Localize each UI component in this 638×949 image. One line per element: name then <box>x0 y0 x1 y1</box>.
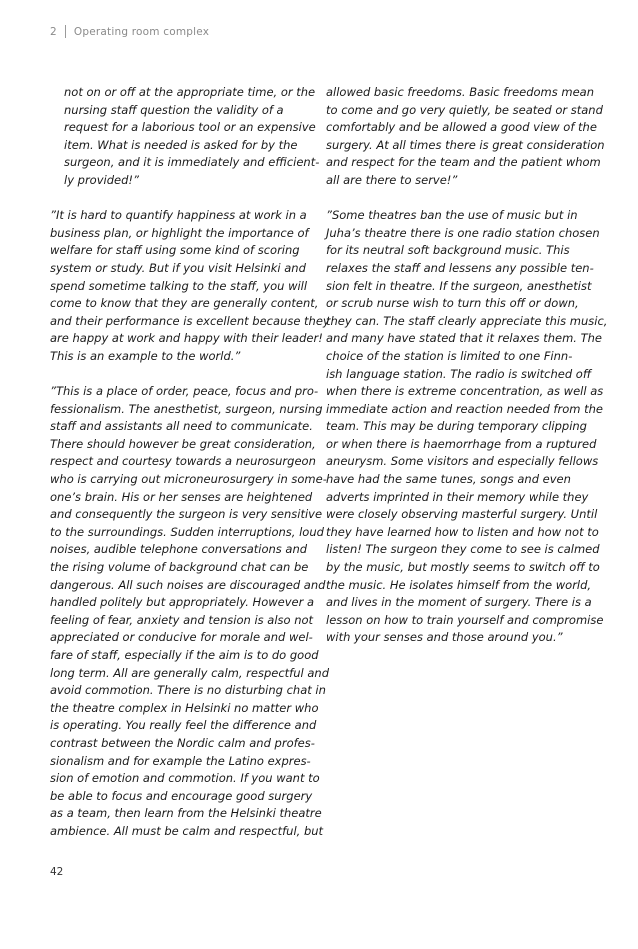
text-line: have had the same tunes, songs and even <box>326 472 571 487</box>
text-line: and their performance is excellent because they <box>50 313 330 328</box>
text-line: listen! The surgeon they come to see is calmed <box>326 542 600 557</box>
text-line: contrast between the Nordic calm and profes- <box>50 735 315 750</box>
chapter-number: 2 <box>50 25 57 38</box>
text-line: immediate action and reaction needed from the <box>326 401 603 416</box>
text-line: team. This may be during temporary clipping <box>326 419 587 434</box>
text-line: ly provided!” <box>64 172 139 187</box>
text-line: as a team, then learn from the Helsinki theatre <box>50 806 322 821</box>
text-line: and lives in the moment of surgery. There is a <box>326 595 592 610</box>
text-line: allowed basic freedoms. Basic freedoms mean <box>326 85 595 99</box>
chapter-title: Operating room complex <box>73 25 210 38</box>
text-line: choice of the station is limited to one Finn- <box>326 348 573 363</box>
running-header <box>50 25 209 38</box>
text-line: business plan, or highlight the importance of <box>50 225 309 240</box>
text-line: noises, audible telephone conversations and <box>50 542 308 557</box>
text-line: sionalism and for example the Latino expres- <box>50 753 311 768</box>
text-line: were closely observing masterful surgery. Until <box>326 507 598 522</box>
text-line: fare of staff, especially if the aim is to do good <box>50 648 319 662</box>
text-line: not on or off at the appropriate time, or the <box>64 85 316 99</box>
text-line: This is an example to the world.” <box>50 348 241 363</box>
text-line: comfortably and be allowed a good view of the <box>326 120 597 135</box>
text-line: ish language station. The radio is switched off <box>326 366 592 381</box>
text-line: surgeon, and it is immediately and efficient- <box>64 155 320 170</box>
paragraph <box>50 383 329 840</box>
text-line: surgery. At all times there is great consideration <box>326 137 605 152</box>
text-line: avoid commotion. There is no disturbing chat in <box>50 683 326 698</box>
text-line: and many have stated that it relaxes them. The <box>326 331 602 346</box>
text-line: for its neutral soft background music. This <box>326 243 570 258</box>
text-line: all are there to serve!” <box>326 172 458 187</box>
text-line: to come and go very quietly, be seated or stand <box>326 102 603 117</box>
text-line: ”This is a place of order, peace, focus and pro- <box>50 384 319 399</box>
text-line: relaxes the staff and lessens any possible ten- <box>326 260 594 275</box>
text-line: request for a laborious tool or an expensive <box>64 120 316 135</box>
text-line: ”It is hard to quantify happiness at work in a <box>50 208 307 223</box>
text-line: appreciated or conducive for morale and wel- <box>50 630 313 645</box>
text-line: when there is extreme concentration, as well as <box>326 384 604 399</box>
text-line: ambience. All must be calm and respectful, but <box>50 823 324 838</box>
text-line: welfare for staff using some kind of scoring <box>50 243 300 258</box>
text-line: come to know that they are generally content, <box>50 296 319 311</box>
text-line: or when there is haemorrhage from a ruptured <box>326 436 597 451</box>
text-line: nursing staff question the validity of a <box>64 102 284 117</box>
text-line: lesson on how to train yourself and compromise <box>326 612 604 627</box>
text-line: the rising volume of background chat can be <box>50 560 309 575</box>
page-number: 42 <box>50 866 64 878</box>
text-line: ”Some theatres ban the use of music but in <box>326 208 578 223</box>
text-line: is operating. You really feel the difference and <box>50 718 317 733</box>
text-line: or scrub nurse wish to turn this off or down, <box>326 296 579 311</box>
text-line: respect and courtesy towards a neurosurgeon <box>50 454 316 469</box>
text-line: dangerous. All such noises are discouraged and <box>50 577 326 592</box>
text-line: are happy at work and happy with their leader! <box>50 331 323 346</box>
paragraph <box>50 84 318 190</box>
text-line: the theatre complex in Helsinki no matter who <box>50 700 319 715</box>
text-line: aneurysm. Some visitors and especially fellows <box>326 454 599 469</box>
text-line: one’s brain. His or her senses are heightened <box>50 489 313 504</box>
text-line: fessionalism. The anesthetist, surgeon, nursing <box>50 401 323 416</box>
paragraph <box>326 84 605 190</box>
text-line: who is carrying out microneurosurgery in some- <box>50 472 327 487</box>
text-line: sion of emotion and commotion. If you want to <box>50 771 320 786</box>
text-line: item. What is needed is asked for by the <box>64 137 298 152</box>
text-line: the music. He isolates himself from the world, <box>326 577 592 592</box>
left-text-column <box>50 84 330 858</box>
text-line: they have learned how to listen and how not to <box>326 524 599 539</box>
text-line: spend sometime talking to the staff, you will <box>50 278 308 293</box>
text-line: Juha’s theatre there is one radio station chosen <box>326 225 600 240</box>
text-line: sion felt in theatre. If the surgeon, anesthetist <box>326 278 592 293</box>
text-line: handled politely but appropriately. However a <box>50 595 315 610</box>
text-line: they can. The staff clearly appreciate this music, <box>326 313 608 328</box>
text-line: be able to focus and encourage good surgery <box>50 788 313 803</box>
text-line: system or study. But if you visit Helsinki and <box>50 260 306 275</box>
text-line: and respect for the team and the patient whom <box>326 155 601 170</box>
text-line: by the music, but mostly seems to switch off to <box>326 560 600 575</box>
text-line: long term. All are generally calm, respectful and <box>50 665 329 680</box>
paragraph <box>326 207 608 647</box>
text-line: to the surroundings. Sudden interruptions, loud <box>50 524 324 539</box>
header-divider <box>65 25 66 38</box>
right-text-column <box>326 84 608 665</box>
text-line: adverts imprinted in their memory while they <box>326 489 589 504</box>
text-line: There should however be great consideration, <box>50 436 316 451</box>
text-line: with your senses and those around you.” <box>326 630 563 645</box>
text-line: staff and assistants all need to communicate. <box>50 419 313 434</box>
text-line: and consequently the surgeon is very sensitive <box>50 507 323 522</box>
paragraph <box>50 207 330 365</box>
text-line: feeling of fear, anxiety and tension is also not <box>50 612 314 627</box>
